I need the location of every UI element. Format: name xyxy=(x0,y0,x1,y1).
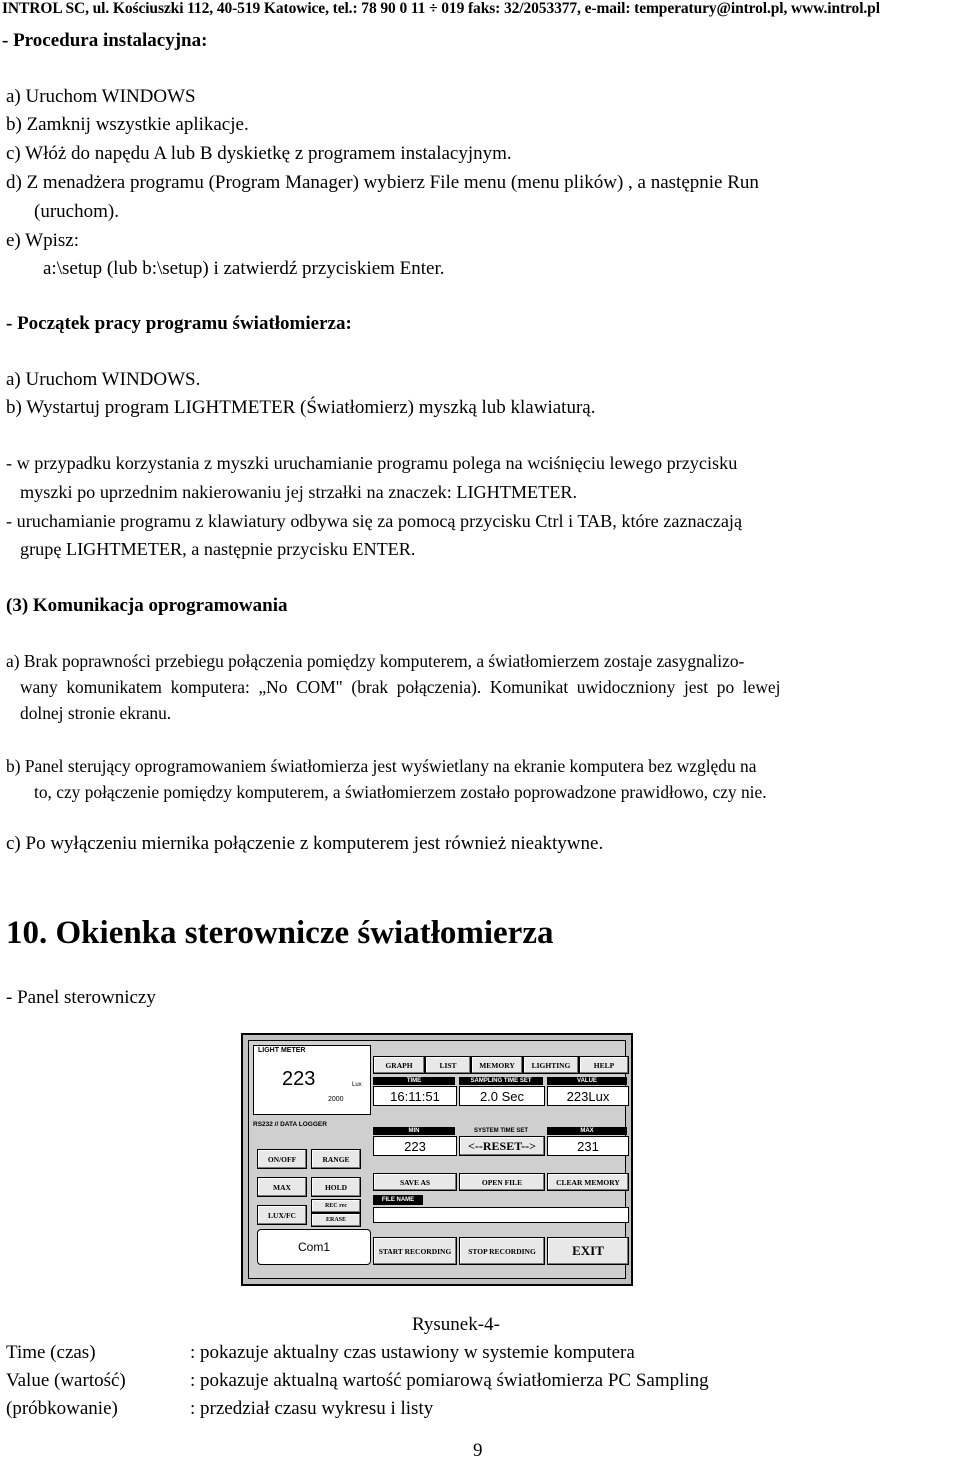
sampling-label: SAMPLING TIME SET xyxy=(459,1077,543,1085)
install-step-c: c) Włóż do napędu A lub B dyskietkę z programem instalacyjnym. xyxy=(6,143,512,164)
luxfc-button[interactable]: LUX/FC xyxy=(257,1205,307,1225)
value-label: VALUE xyxy=(547,1077,627,1085)
sampling-field[interactable]: 2.0 Sec xyxy=(459,1086,545,1106)
light-meter-value: 223 xyxy=(282,1068,316,1090)
comm-b-1: b) Panel sterujący oprogramowaniem światłomierza jest wyświetlany na ekranie komputera bez względu na xyxy=(6,756,757,776)
max-hold-button[interactable]: MAX xyxy=(257,1177,307,1197)
min-field: 223 xyxy=(373,1136,457,1156)
file-name-input[interactable] xyxy=(373,1207,629,1223)
hold-button[interactable]: HOLD xyxy=(311,1177,361,1197)
max-label: MAX xyxy=(547,1127,627,1135)
help-button[interactable]: HELP xyxy=(579,1056,629,1074)
lighting-button[interactable]: LIGHTING xyxy=(523,1056,579,1074)
rs232-label: RS232 // DATA LOGGER xyxy=(253,1121,327,1128)
com-status: Com1 xyxy=(257,1229,371,1265)
install-step-d: d) Z menadżera programu (Program Manager) wybierz File menu (menu plików) , a następnie Run xyxy=(6,172,759,193)
def-term-value: Value (wartość) xyxy=(6,1370,126,1391)
start-mouse-1: - w przypadku korzystania z myszki uruchamianie programu polega na wciśnięciu lewego przycisku xyxy=(6,453,738,473)
reset-button[interactable]: <--RESET--> xyxy=(459,1136,545,1156)
onoff-button[interactable]: ON/OFF xyxy=(257,1149,307,1169)
comm-heading: (3) Komunikacja oprogramowania xyxy=(6,595,288,616)
install-step-e-cont: a:\setup (lub b:\setup) i zatwierdź przyciskiem Enter. xyxy=(43,258,445,279)
control-panel-frame xyxy=(248,1040,626,1279)
light-meter-display xyxy=(253,1045,371,1115)
list-button[interactable]: LIST xyxy=(425,1056,471,1074)
light-meter-unit: Lux xyxy=(352,1082,362,1088)
time-label: TIME xyxy=(373,1077,455,1085)
file-name-label: FILE NAME xyxy=(373,1195,423,1205)
memory-button[interactable]: MEMORY xyxy=(471,1056,523,1074)
comm-c: c) Po wyłączeniu miernika połączenie z komputerem jest również nieaktywne. xyxy=(6,833,604,854)
range-button[interactable]: RANGE xyxy=(311,1149,361,1169)
graph-button[interactable]: GRAPH xyxy=(373,1056,425,1074)
rec-button[interactable]: REC rec xyxy=(311,1199,361,1213)
page-number: 9 xyxy=(473,1440,483,1461)
clear-memory-button[interactable]: CLEAR MEMORY xyxy=(547,1173,629,1191)
exit-button[interactable]: EXIT xyxy=(547,1237,629,1265)
comm-a-2: wany komunikatem komputera: „No COM" (brak połączenia). Komunikat uwidoczniony jest po lewej xyxy=(20,677,781,697)
comm-b-2: to, czy połączenie pomiędzy komputerem, a światłomierzem zostało poprowadzone prawidłowo, czy nie. xyxy=(34,782,767,802)
def-desc-time: : pokazuje aktualny czas ustawiony w systemie komputera xyxy=(190,1342,635,1363)
system-time-label: SYSTEM TIME SET xyxy=(459,1127,543,1135)
figure-caption: Rysunek-4- xyxy=(412,1314,500,1335)
start-recording-button[interactable]: START RECORDING xyxy=(373,1237,457,1265)
install-step-e: e) Wpisz: xyxy=(6,230,79,251)
start-step-a: a) Uruchom WINDOWS. xyxy=(6,369,201,390)
page-header: INTROL SC, ul. Kościuszki 112, 40-519 Katowice, tel.: 78 90 0 11 ÷ 019 faks: 32/2053377, e-mail: temperatury@introl.pl, www.introl.pl xyxy=(2,0,880,17)
open-file-button[interactable]: OPEN FILE xyxy=(459,1173,545,1191)
start-mouse-2: myszki po uprzednim nakierowaniu jej strzałki na znaczek: LIGHTMETER. xyxy=(20,482,578,502)
install-step-a: a) Uruchom WINDOWS xyxy=(6,86,196,107)
def-term-sampling: (próbkowanie) xyxy=(6,1398,118,1419)
max-field: 231 xyxy=(547,1136,629,1156)
start-keyboard-2: grupę LIGHTMETER, a następnie przycisku ENTER. xyxy=(20,539,416,559)
def-desc-sampling: : przedział czasu wykresu i listy xyxy=(190,1398,434,1419)
save-as-button[interactable]: SAVE AS xyxy=(373,1173,457,1191)
light-meter-title: LIGHT METER xyxy=(258,1047,306,1054)
min-label: MIN xyxy=(373,1127,455,1135)
start-step-b: b) Wystartuj program LIGHTMETER (Światłomierz) myszką lub klawiaturą. xyxy=(6,397,596,418)
install-heading: - Procedura instalacyjna: xyxy=(2,30,208,51)
section-subtitle: - Panel sterowniczy xyxy=(6,987,156,1008)
erase-button[interactable]: ERASE xyxy=(311,1213,361,1227)
comm-a-3: dolnej stronie ekranu. xyxy=(20,703,172,723)
start-heading: - Początek pracy programu światłomierza: xyxy=(6,313,352,334)
def-desc-value: : pokazuje aktualną wartość pomiarową światłomierza PC Sampling xyxy=(190,1370,709,1391)
stop-recording-button[interactable]: STOP RECORDING xyxy=(459,1237,545,1265)
install-step-d-cont: (uruchom). xyxy=(34,201,119,222)
def-term-time: Time (czas) xyxy=(6,1342,96,1363)
install-step-b: b) Zamknij wszystkie aplikacje. xyxy=(6,114,249,135)
time-field: 16:11:51 xyxy=(373,1086,457,1106)
light-meter-range: 2000 xyxy=(328,1096,344,1103)
control-panel-screenshot xyxy=(241,1033,633,1286)
comm-a-1: a) Brak poprawności przebiegu połączenia pomiędzy komputerem, a światłomierzem zostaje zasygnalizo- xyxy=(6,651,745,671)
section-title: 10. Okienka sterownicze światłomierza xyxy=(6,915,554,951)
start-keyboard-1: - uruchamianie programu z klawiatury odbywa się za pomocą przycisku Ctrl i TAB, które zaznaczają xyxy=(6,511,743,531)
value-field: 223Lux xyxy=(547,1086,629,1106)
